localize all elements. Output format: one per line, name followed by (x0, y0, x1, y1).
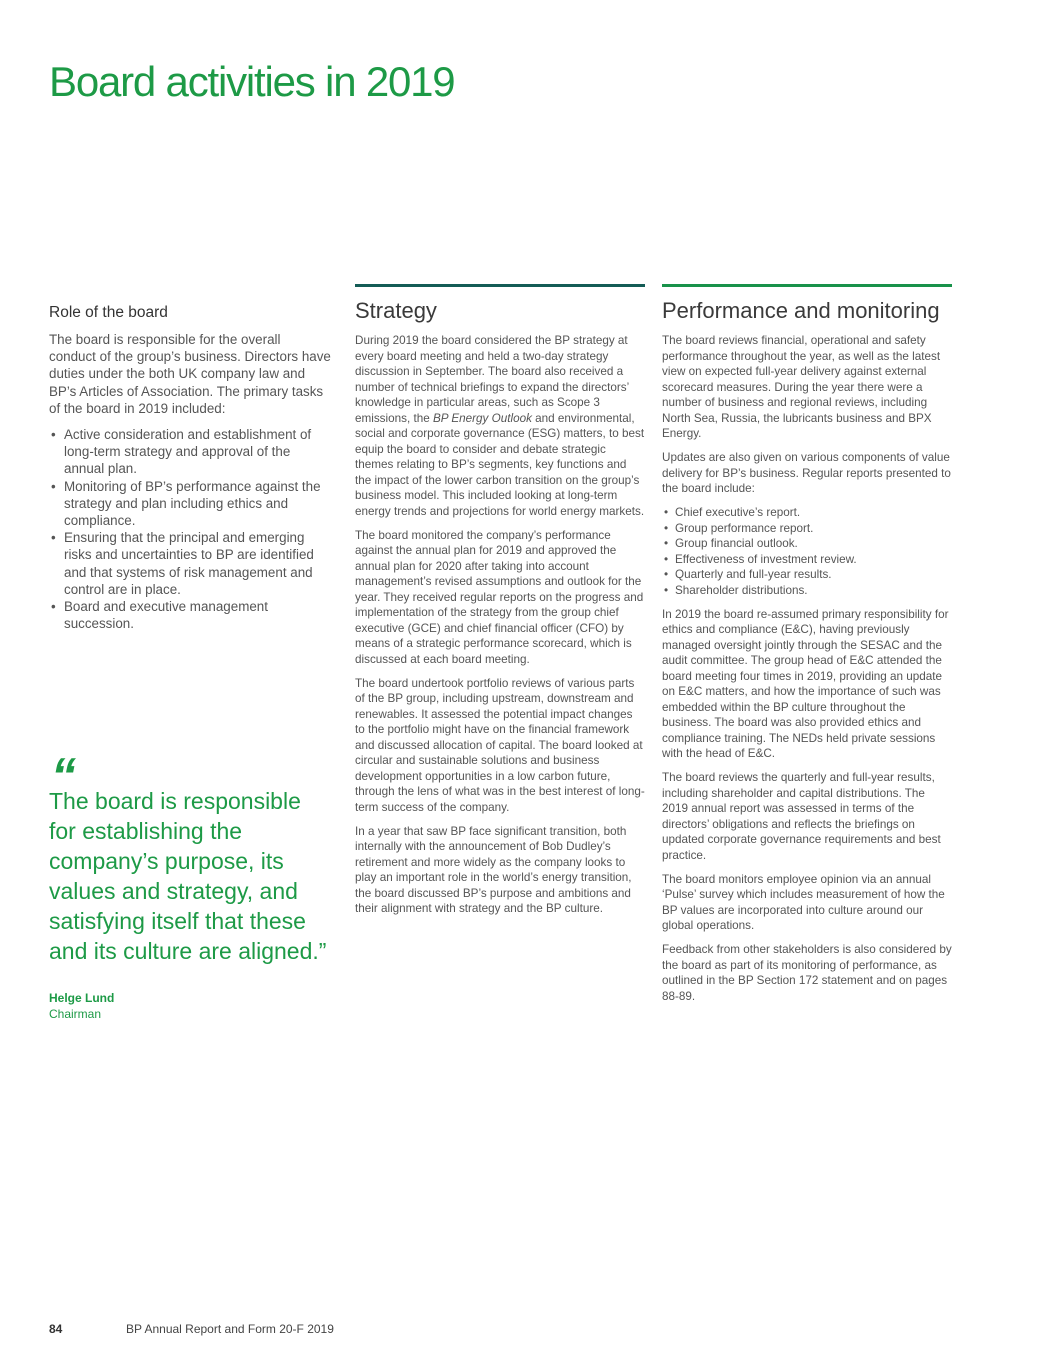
list-item: • Quarterly and full-year results. (662, 567, 952, 583)
performance-heading: Performance and monitoring (662, 298, 940, 323)
quote-mark-icon: “ (51, 748, 76, 804)
performance-body (662, 333, 952, 1004)
list-item: • Shareholder distributions. (662, 583, 952, 599)
pull-quote: The board is responsible for establishing the company’s purpose, its values and strategy, and satisfying itself that these and its culture are aligned.” (49, 788, 327, 964)
strategy-heading: Strategy (355, 298, 437, 323)
strategy-paragraph: The board monitored the company’s performance against the annual plan for 2019 and approved the annual plan for 2020 after taking into account management’s revised assumptions and outlook for the year. They received regular reports on the progress and implementation of the strategy from the group chief executive (GCE) and chief financial officer (CFO) by means of a strategic performance scorecard, which is discussed at each board meeting. (355, 528, 644, 666)
publication-title: BP Energy Outlook (432, 411, 532, 425)
publication-name: BP Annual Report and Form 20-F 2019 (126, 1322, 334, 1336)
role-task-list (49, 426, 331, 632)
strategy-section (355, 284, 645, 925)
strategy-body (355, 333, 645, 917)
strategy-paragraph: In a year that saw BP face significant transition, both internally with the announcement of Bob Dudley’s retirement and more widely as the company looks to play an important role in the world’s energy transition, the board discussed BP’s purpose and ambitions and their alignment with strategy and the BP culture. (355, 824, 632, 915)
role-heading: Role of the board (49, 304, 168, 321)
report-list (662, 505, 952, 598)
strategy-paragraph: The board undertook portfolio reviews of various parts of the BP group, including upstream, downstream and renewables. It assessed the potential impact changes to the portfolio might have on the financial framework and discussed allocation of capital. The board looked at circular and sustainable solutions and business development opportunities in a low carbon future, through the lens of what was in the best interest of long-term success of the company. (355, 676, 645, 814)
performance-paragraph: The board reviews financial, operational and safety performance throughout the year, as well as the latest view on expected full-year delivery against external scorecard measures. During the year there were a number of business and regional reviews, including North Sea, Russia, the lubricants business and BPX Energy. (662, 334, 941, 440)
page-title: Board activities in 2019 (49, 58, 455, 105)
list-item: • Chief executive’s report. (662, 505, 952, 521)
quote-author-role: Chairman (49, 1007, 102, 1021)
list-item: • Board and executive management succession. (49, 598, 331, 632)
performance-paragraph: Updates are also given on various components of value delivery for BP’s business. Regular reports presented to the board include: (662, 451, 951, 495)
strategy-text: During 2019 the board considered the BP strategy at every board meeting and held a two-day strategy discussion in September. The board also received a number of technical briefings to expand the directors’ knowledge in particular areas, such as Scope 3 emissions, the (355, 334, 629, 425)
list-item: • Active consideration and establishment of long-term strategy and approval of the annual plan. (49, 426, 331, 478)
role-of-the-board-section (49, 303, 331, 632)
strategy-text: and environmental, social and corporate governance (ESG) matters, to best equip the board to consider and debate strategic themes relating to BP’s segments, key functions and the impact of the lower carbon transition on the group’s business model. This included looking at long-term energy trends and projections for world energy markets. (355, 411, 645, 518)
performance-paragraph: Feedback from other stakeholders is also considered by the board as part of its monitoring of performance, as outlined in the BP Section 172 statement and on pages 88-89. (662, 943, 952, 1003)
page-number: 84 (49, 1322, 63, 1336)
performance-paragraph: In 2019 the board re-assumed primary responsibility for ethics and compliance (E&C), having previously managed oversight jointly through the SESAC and the audit committee. The group head of E&C attended the board meeting four times in 2019, providing an update on E&C matters, and how the importance of such was embedded within the BP culture throughout the business. The board was also provided ethics and compliance training. The NEDs held private sessions with the head of E&C. (662, 607, 949, 760)
quote-author: Helge Lund (49, 991, 115, 1005)
role-intro: The board is responsible for the overall conduct of the group’s business. Directors have duties under the both UK company law and BP’s Articles of Association. The primary tasks of the board in 2019 included: (49, 332, 331, 416)
strategy-paragraph (355, 333, 645, 519)
list-item: • Monitoring of BP’s performance against the strategy and plan including ethics and compliance. (49, 478, 331, 530)
performance-paragraph: The board reviews the quarterly and full-year results, including shareholder and capital distributions. The 2019 annual report was assessed in terms of the directors’ obligations and reflects the briefings on updated corporate governance requirements and best practice. (662, 771, 941, 862)
performance-divider (662, 284, 952, 287)
list-item: • Ensuring that the principal and emerging risks and uncertainties to BP are identified and that systems of risk management and control are in place. (49, 529, 331, 598)
performance-section (662, 284, 952, 1013)
strategy-divider (355, 284, 645, 287)
list-item: • Group financial outlook. (662, 536, 952, 552)
list-item: • Group performance report. (662, 521, 952, 537)
list-item: • Effectiveness of investment review. (662, 552, 952, 568)
performance-paragraph: The board monitors employee opinion via an annual ‘Pulse’ survey which includes measurement of how the BP values are incorporated into culture around our global operations. (662, 872, 945, 932)
